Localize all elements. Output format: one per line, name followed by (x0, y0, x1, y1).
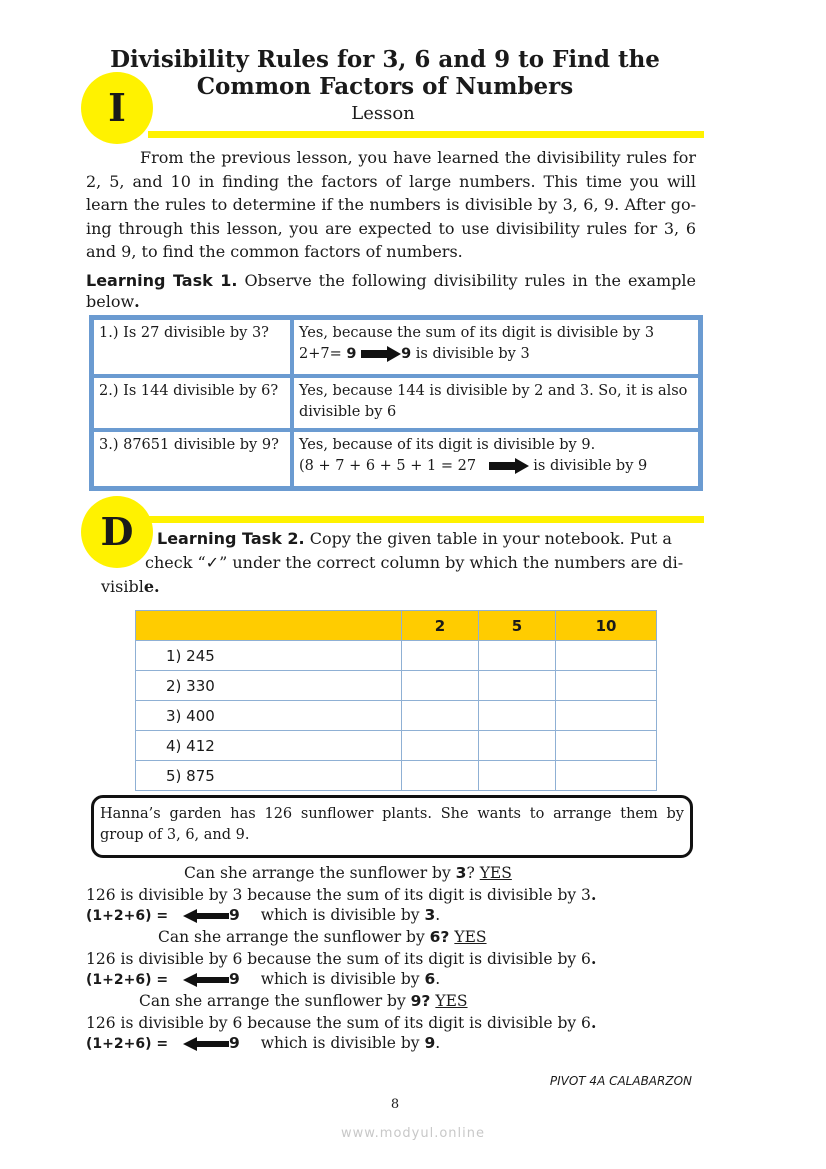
watermark: www.modyul.online (340, 1126, 486, 1141)
question-text: Can she arrange the sunflower by (139, 992, 411, 1010)
header-10: 10 (556, 611, 657, 641)
task2-line2: check “✓” under the correct column by which the numbers are di- (145, 553, 684, 572)
calc-result: 9 (229, 1034, 240, 1052)
task2-line3-text: visibl (101, 577, 144, 596)
title-line2: Common Factors of Numbers (196, 73, 574, 100)
answer-yes: YES (435, 992, 468, 1010)
task1-answer (292, 430, 700, 488)
which-number: 9 (424, 1034, 436, 1052)
task1-question: 1.) Is 27 divisible by 3? (92, 318, 292, 376)
task1-answer-calc (299, 344, 693, 365)
which-text: which is divisible by (260, 906, 425, 924)
which-end: . (435, 970, 441, 988)
header-5: 5 (479, 611, 556, 641)
task1-answer (292, 318, 700, 376)
table-row (136, 671, 657, 701)
check-cell[interactable] (402, 641, 479, 671)
check-cell[interactable] (556, 761, 657, 791)
which-text: which is divisible by (260, 1034, 425, 1052)
which-number: 6 (424, 970, 436, 988)
section-i-badge (81, 72, 153, 144)
task1-text: Observe the following divisibility rules in the example below (86, 271, 696, 311)
which-end: . (435, 1034, 441, 1052)
check-cell[interactable] (479, 731, 556, 761)
table-row (92, 376, 700, 430)
task1-label: Learning Task 1. (86, 271, 238, 290)
check-cell[interactable] (479, 641, 556, 671)
section-i-bar (148, 131, 704, 138)
number-cell: 1) 245 (136, 641, 402, 671)
arrow-left-icon (183, 1036, 229, 1052)
section-d-badge (81, 496, 153, 568)
intro-paragraph: From the previous lesson, you have learned the divisibility rules for 2, 5, and 10 in finding the factors of large numbers. This time you will learn the rules to determine if the numbers is divisible by 3, 6, 9. After going through this lesson, you are expected to use divisibility rules for 3, 6 and 9, to find the common factors of numbers. (86, 148, 696, 261)
check-cell[interactable] (402, 761, 479, 791)
arrow-right-icon (361, 346, 401, 362)
check-cell[interactable] (402, 731, 479, 761)
answer-reason (86, 1012, 596, 1034)
task1-answer-line: Yes, because of its digit is divisible by 9. (299, 437, 596, 453)
number-cell: 3) 400 (136, 701, 402, 731)
check-cell[interactable] (556, 641, 657, 671)
reason-end: . (590, 949, 597, 968)
check-cell[interactable] (479, 671, 556, 701)
arrow-left-icon (183, 908, 229, 924)
calc-result: 9 (229, 970, 240, 988)
problem-text: Hanna’s garden has 126 sunflower plants. She wants to arrange them by group of 3, 6, and 9. (100, 806, 684, 843)
which-text: which is divisible by (260, 970, 425, 988)
arrow-right-icon (489, 458, 529, 474)
arrow-left-icon (183, 972, 229, 988)
question-number: 6? (429, 928, 450, 946)
table-row (92, 318, 700, 376)
check-cell[interactable] (402, 701, 479, 731)
question-number: 3 (455, 864, 467, 882)
calc-result-2: 9 (401, 346, 412, 362)
task1-question: 3.) 87651 divisible by 9? (92, 430, 292, 488)
header-blank (136, 611, 402, 641)
check-cell[interactable] (479, 761, 556, 791)
section-d-bar (148, 516, 704, 523)
answer-yes: YES (454, 928, 487, 946)
check-cell[interactable] (556, 671, 657, 701)
answer-calc (86, 969, 440, 991)
answer-question (158, 927, 487, 948)
task1-answer-line: Yes, because the sum of its digit is divisible by 3 (299, 325, 655, 341)
table-row (136, 731, 657, 761)
task2-label: Learning Task 2. (157, 529, 305, 548)
number-cell: 4) 412 (136, 731, 402, 761)
task2-line1 (157, 527, 699, 551)
which-number: 3 (424, 906, 436, 924)
question-text: Can she arrange the sunflower by (184, 864, 456, 882)
table-row (136, 761, 657, 791)
check-cell[interactable] (556, 731, 657, 761)
which-end: . (435, 906, 441, 924)
header-2: 2 (402, 611, 479, 641)
question-number: 9? (410, 992, 431, 1010)
task1-answer-calc (299, 456, 693, 477)
task1-period: . (134, 292, 140, 311)
task2-text: Copy the given table in your notebook. Put a (304, 529, 672, 548)
task1-question: 2.) Is 144 divisible by 6? (92, 376, 292, 430)
title-line1: Divisibility Rules for 3, 6 and 9 to Find the (110, 46, 660, 73)
reason-text: 126 is divisible by 6 because the sum of its digit is divisible by 6 (86, 950, 591, 968)
calc-text: (8 + 7 + 6 + 5 + 1 = 27 (299, 458, 477, 474)
check-cell[interactable] (556, 701, 657, 731)
section-i-letter: I (108, 85, 126, 130)
subtitle: Lesson (351, 103, 415, 124)
table-row (92, 430, 700, 488)
task2-table (135, 610, 657, 791)
task1-heading (86, 270, 696, 312)
task1-table (89, 315, 703, 491)
table-row (136, 701, 657, 731)
problem-box (91, 795, 693, 858)
calc-text: 2+7= (299, 346, 347, 362)
table-header-row (136, 611, 657, 641)
check-cell[interactable] (402, 671, 479, 701)
reason-text: 126 is divisible by 3 because the sum of its digit is divisible by 3 (86, 886, 591, 904)
answer-calc (86, 1033, 440, 1055)
answer-yes: YES (479, 864, 512, 882)
reason-text: 126 is divisible by 6 because the sum of its digit is divisible by 6 (86, 1014, 591, 1032)
section-d-letter: D (100, 509, 134, 554)
reason-end: . (590, 885, 597, 904)
question-text: Can she arrange the sunflower by (158, 928, 430, 946)
calc-suffix: is divisible by 3 (411, 346, 530, 362)
question-mark: ? (466, 864, 480, 882)
footer-org: PIVOT 4A CALABARZON (549, 1074, 692, 1088)
calc-result: 9 (346, 346, 357, 362)
task1-answer: Yes, because 144 is divisible by 2 and 3. So, it is also divisible by 6 (292, 376, 700, 430)
answer-question (184, 863, 512, 884)
answer-calc (86, 905, 440, 927)
table-row (136, 641, 657, 671)
calc-result: 9 (229, 906, 240, 924)
calc-text: (1+2+6) = (86, 972, 169, 988)
answer-reason (86, 948, 596, 970)
answer-reason (86, 884, 596, 906)
number-cell: 5) 875 (136, 761, 402, 791)
number-cell: 2) 330 (136, 671, 402, 701)
task2-line3-end: e. (143, 577, 160, 596)
calc-text: (1+2+6) = (86, 908, 169, 924)
check-cell[interactable] (479, 701, 556, 731)
reason-end: . (590, 1013, 597, 1032)
calc-text: (1+2+6) = (86, 1036, 169, 1052)
answer-question (139, 991, 468, 1012)
page-title (60, 46, 710, 100)
page-number: 8 (390, 1097, 400, 1112)
calc-suffix: is divisible by 9 (533, 458, 648, 474)
task2-line3 (101, 575, 160, 599)
